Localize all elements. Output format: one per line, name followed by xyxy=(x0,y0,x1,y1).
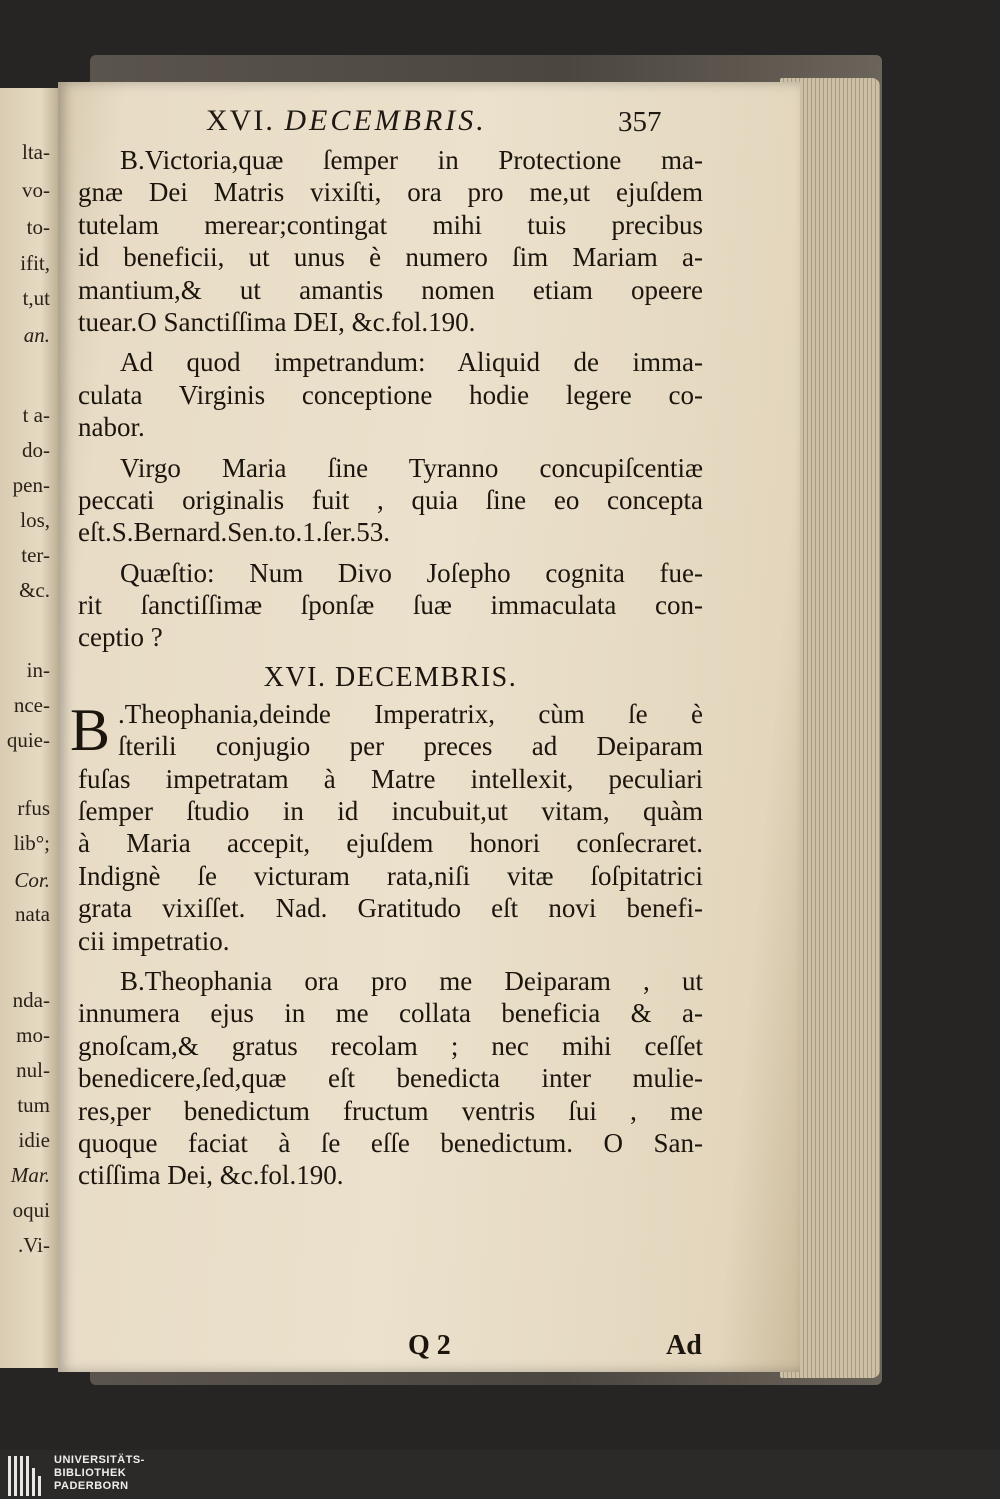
text-line: .Theophania,deinde Imperatrix, cùm ſe è xyxy=(118,698,703,729)
text-line: eſt.S.Bernard.Sen.to.1.ſer.53. xyxy=(78,517,390,548)
text-line: à Maria accepit, ejuſdem honori conſecraret. xyxy=(78,828,703,859)
library-footer-bar xyxy=(0,1450,1000,1499)
text-line: Virgo Maria ſine Tyranno concupiſcentiæ xyxy=(120,452,703,483)
text-line: ceptio ? xyxy=(78,622,163,653)
left-text: &c. xyxy=(19,578,50,602)
text-line: tutelam merear;contingat mihi tuis precibus xyxy=(78,209,703,240)
left-text: t,ut xyxy=(22,286,50,310)
text-line: Ad quod impetrandum: Aliquid de imma- xyxy=(120,347,703,378)
left-page-fragment xyxy=(0,88,58,1368)
text-line: quoque faciat à ſe eſſe benedictum. O San- xyxy=(78,1127,703,1158)
left-text: ifit, xyxy=(20,251,50,275)
text-line: ſemper ſtudio in id incubuit,ut vitam, quàm xyxy=(78,796,703,827)
page-number: 357 xyxy=(618,106,662,138)
section-heading: XVI. DECEMBRIS. xyxy=(263,661,518,693)
left-text: Cor. xyxy=(14,868,50,892)
left-text: tum xyxy=(17,1093,50,1117)
paragraph xyxy=(78,144,703,338)
left-text: do- xyxy=(22,438,50,462)
text-line: innumera ejus in me collata beneficia & a- xyxy=(78,998,703,1029)
page-title xyxy=(206,104,487,138)
library-logo-icon xyxy=(8,1456,48,1496)
signature-mark: Q 2 xyxy=(408,1330,451,1361)
drop-cap: B xyxy=(70,696,111,763)
paragraph xyxy=(78,346,703,443)
paragraph xyxy=(70,696,703,957)
left-text: lta- xyxy=(22,140,50,164)
left-text: an. xyxy=(23,323,50,347)
title-number: XVI. xyxy=(206,104,275,137)
left-text: nata xyxy=(15,902,50,926)
text-line: Quæſtio: Num Divo Joſepho cognita fue- xyxy=(120,557,703,588)
left-text: rfus xyxy=(17,796,50,820)
text-line: fuſas impetratam à Matre intellexit, peculiari xyxy=(78,763,703,794)
text-line: id beneficii, ut unus è numero ſim Mariam a- xyxy=(78,242,703,273)
text-line: Indignè ſe victuram rata,niſi vitæ ſoſpitatrici xyxy=(78,860,703,891)
paragraph xyxy=(78,965,703,1192)
left-text: .Vi- xyxy=(18,1233,50,1257)
text-line: ſterili conjugio per preces ad Deiparam xyxy=(118,731,703,762)
left-text: vo- xyxy=(22,178,50,202)
text-line: gnoſcam,& gratus recolam ; nec mihi ceſſet xyxy=(78,1030,703,1061)
left-text: oqui xyxy=(12,1198,50,1222)
text-line: B.Victoria,quæ ſemper in Protectione ma- xyxy=(120,145,703,175)
text-line: nabor. xyxy=(78,412,145,443)
left-text: pen- xyxy=(12,473,50,497)
title-month: DECEMBRIS. xyxy=(284,104,487,137)
text-line: tuear.O Sanctiſſima DEI, &c.fol.190. xyxy=(78,306,476,337)
left-text: nda- xyxy=(12,988,50,1012)
text-line: rit ſanctiſſimæ ſponſæ ſuæ immaculata con- xyxy=(78,590,703,621)
text-line: mantium,& ut amantis nomen etiam opeere xyxy=(78,274,703,305)
paragraph xyxy=(78,452,703,549)
text-line: cii impetratio. xyxy=(78,925,230,956)
text-line: culata Virginis conceptione hodie legere co- xyxy=(78,379,703,410)
left-text: nce- xyxy=(13,693,50,717)
logo-line: UNIVERSITÄTS- xyxy=(54,1454,145,1466)
page-footer xyxy=(58,1330,800,1366)
paragraph xyxy=(78,557,703,654)
left-text: Mar. xyxy=(10,1163,50,1187)
page-body xyxy=(70,144,703,1192)
text-line: res,per benedictum fructum ventris ſui , me xyxy=(78,1095,703,1126)
text-line: grata vixiſſet. Nad. Gratitudo eſt novi benefi- xyxy=(78,893,703,924)
text-line: B.Theophania ora pro me Deiparam , ut xyxy=(120,965,703,996)
logo-line: PADERBORN xyxy=(54,1480,129,1492)
text-line: ctiſſima Dei, &c.fol.190. xyxy=(78,1160,344,1191)
left-text: ter- xyxy=(21,543,50,567)
left-text: t a- xyxy=(22,403,50,427)
left-text: nul- xyxy=(16,1058,50,1082)
left-text: lib°; xyxy=(13,831,50,855)
left-text: idie xyxy=(18,1128,50,1152)
left-text: mo- xyxy=(16,1023,50,1047)
left-text: quie- xyxy=(6,728,50,752)
running-header xyxy=(58,104,800,144)
book-page xyxy=(58,82,800,1372)
text-line: gnæ Dei Matris vixiſti, ora pro me,ut ejuſdem xyxy=(78,177,703,208)
catchword: Ad xyxy=(666,1330,702,1361)
left-text: in- xyxy=(26,658,50,682)
left-text: to- xyxy=(26,215,50,239)
text-line: benedicere,ſed,quæ eſt benedicta inter mulie- xyxy=(78,1063,703,1094)
text-line: peccati originalis fuit , quia ſine eo concepta xyxy=(78,484,703,515)
left-text: los, xyxy=(20,508,50,532)
logo-line: BIBLIOTHEK xyxy=(54,1467,127,1479)
library-logo-text xyxy=(54,1454,145,1493)
